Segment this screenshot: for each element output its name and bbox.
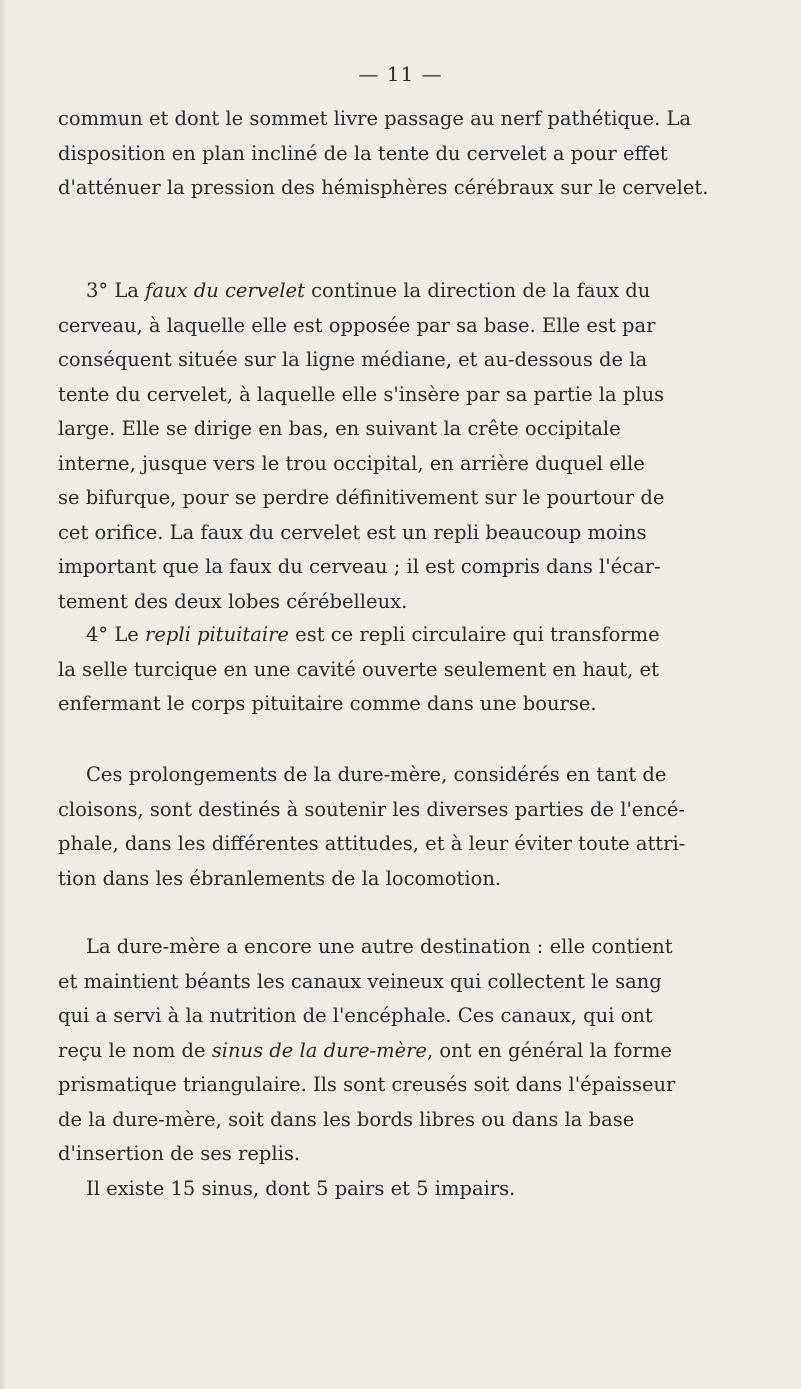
text-line: important que la faux du cerveau ; il est compris dans l'écar- [58,555,661,578]
text-line: large. Elle se dirige en bas, en suivant la crête occipitale [58,417,621,440]
text-line: cet orifice. La faux du cervelet est un repli beaucoup moins [58,520,647,544]
paragraph-prolongements [58,758,748,896]
paragraph-1 [58,102,748,206]
term-faux-du-cervelet: faux du cervelet [145,279,305,302]
page-edge-shadow [0,0,6,1389]
text-line: se bifurque, pour se perdre définitivement sur le pourtour de [58,486,665,509]
text-line: qui a servi à la nutrition de l'encéphale. Ces canaux, qui ont [58,1004,653,1027]
text-run: reçu le nom de [58,1038,212,1062]
text-line: commun et dont le sommet livre passage au nerf pathétique. La [58,107,692,130]
paragraph-sinus [58,930,748,1206]
text-line: cerveau, à laquelle elle est opposée par sa base. Elle est par [58,313,656,337]
term-sinus-de-la-dure-mere: sinus de la dure-mère [211,1038,427,1062]
paragraph-faux-du-cervelet [58,274,748,619]
list-marker: 3° La [86,279,146,302]
text-run: est ce repli circulaire qui transforme [288,623,660,646]
text-line: interne, jusque vers le trou occipital, en arrière duquel elle [58,451,645,475]
text-line: d'insertion de ses replis. [58,1142,301,1165]
text-line: tement des deux lobes cérébelleux. [58,589,408,613]
text-line: disposition en plan incliné de la tente du cervelet a pour effet [58,141,668,165]
text-line: conséquent située sur la ligne médiane, et au-dessous de la [58,348,648,371]
text-line [58,618,748,653]
text-run: continue la direction de la faux du [304,279,651,302]
text-line: phale, dans les différentes attitudes, et à leur éviter toute attri- [58,832,686,855]
text-line: enfermant le corps pituitaire comme dans une bourse. [58,692,597,715]
text-line: Ces prolongements de la dure-mère, considérés en tant de [86,763,667,786]
text-line: d'atténuer la pression des hémisphères cérébraux sur le cervelet. [58,176,709,199]
list-marker: 4° Le [86,623,146,646]
text-line: prismatique triangulaire. Ils sont creusés soit dans l'épaisseur [58,1073,676,1096]
text-line [58,1034,748,1069]
text-line: cloisons, sont destinés à soutenir les diverses parties de l'encé- [58,797,685,821]
text-run: , ont en général la forme [426,1038,672,1062]
text-line: la selle turcique en une cavité ouverte seulement en haut, et [58,657,659,681]
text-line [58,274,748,309]
page-number: — 11 — [358,62,443,86]
text-line: et maintient béants les canaux veineux qui collectent le sang [58,969,662,993]
text-line: de la dure-mère, soit dans les bords libres ou dans la base [58,1107,635,1131]
text-line: tion dans les ébranlements de la locomotion. [58,866,502,890]
text-line: tente du cervelet, à laquelle elle s'insère par sa partie la plus [58,382,665,406]
paragraph-repli-pituitaire [58,618,748,722]
term-repli-pituitaire: repli pituitaire [145,623,289,646]
text-line: Il existe 15 sinus, dont 5 pairs et 5 impairs. [86,1176,516,1200]
text-line: La dure-mère a encore une autre destination : elle contient [86,935,673,958]
